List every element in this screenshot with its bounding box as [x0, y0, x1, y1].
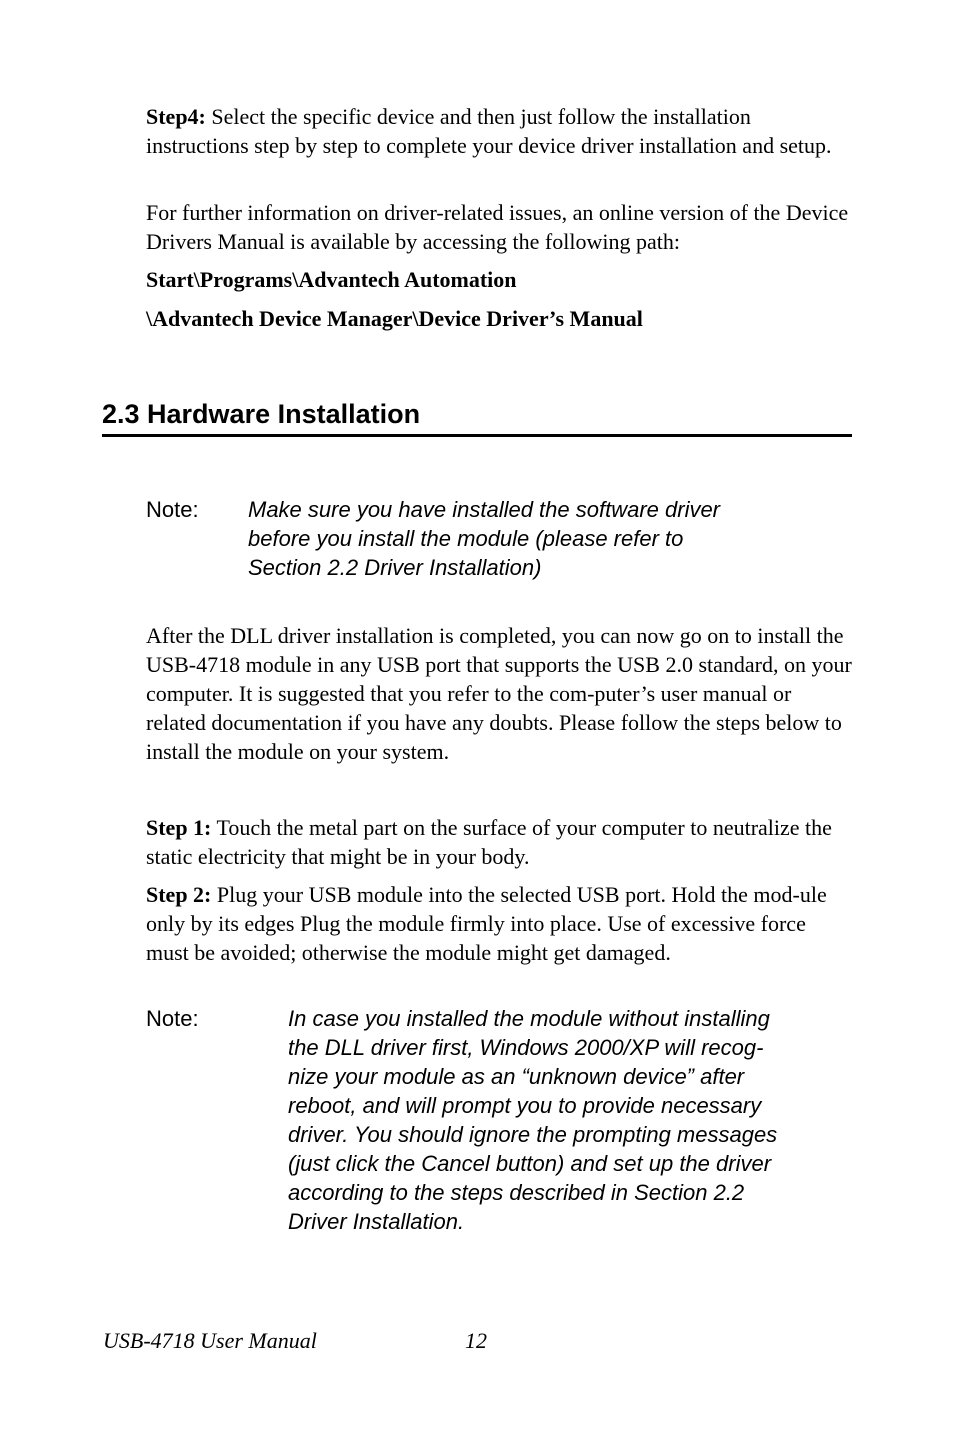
note1-text	[248, 495, 720, 582]
step2-label: Step 2:	[146, 882, 212, 907]
note2-line: according to the steps described in Section 2.2	[288, 1180, 745, 1205]
after-dll-paragraph: After the DLL driver installation is completed, you can now go on to install the USB-4718 module in any USB port that supports the USB 2.0 standard, on your computer. It is suggested that you refer to the com-puter’s user manual or related documentation if you have any doubts. Please follow the steps below to install the module on your system.	[146, 623, 852, 764]
manual-path-line1: Start\Programs\Advantech Automation	[146, 267, 517, 292]
note2-line: reboot, and will prompt you to provide necessary	[288, 1093, 762, 1118]
note1-line: Section 2.2 Driver Installation)	[248, 555, 542, 580]
note1-line: before you install the module (please refer to	[248, 526, 684, 551]
note2-label: Note:	[146, 1006, 199, 1031]
step4-text: Select the specific device and then just follow the installation instructions step by step to complete your device driver installation and setup.	[146, 104, 832, 158]
manual-path-line2: \Advantech Device Manager\Device Driver’s Manual	[146, 306, 643, 331]
note2-line: (just click the Cancel button) and set up the driver	[288, 1151, 772, 1176]
step2-paragraph	[146, 880, 854, 967]
further-info-paragraph: For further information on driver-related issues, an online version of the Device Drivers Manual is available by accessing the following path:	[146, 200, 849, 254]
note2-line: the DLL driver first, Windows 2000/XP will recog-	[288, 1035, 764, 1060]
step1-paragraph	[146, 813, 854, 871]
step4-label: Step4:	[146, 104, 206, 129]
step4-paragraph	[146, 102, 854, 160]
footer-page-number: 12	[465, 1328, 487, 1353]
section-heading: 2.3 Hardware Installation	[102, 396, 852, 437]
note2-line: nize your module as an “unknown device” after	[288, 1064, 745, 1089]
step1-label: Step 1:	[146, 815, 212, 840]
note2-line: Driver Installation.	[288, 1209, 465, 1234]
note2-line: In case you installed the module without installing	[288, 1006, 770, 1031]
note1-line: Make sure you have installed the software driver	[248, 497, 721, 522]
note2-line: driver. You should ignore the prompting messages	[288, 1122, 778, 1147]
note2-text	[288, 1004, 777, 1236]
footer-manual-title: USB-4718 User Manual	[103, 1328, 317, 1353]
step1-text: Touch the metal part on the surface of your computer to neutralize the static electricity that might be in your body.	[146, 815, 832, 869]
note1-label: Note:	[146, 497, 199, 522]
step2-text: Plug your USB module into the selected USB port. Hold the mod-ule only by its edges Plug the module firmly into place. Use of excessive force must be avoided; otherwise the module might get damaged.	[146, 882, 827, 965]
